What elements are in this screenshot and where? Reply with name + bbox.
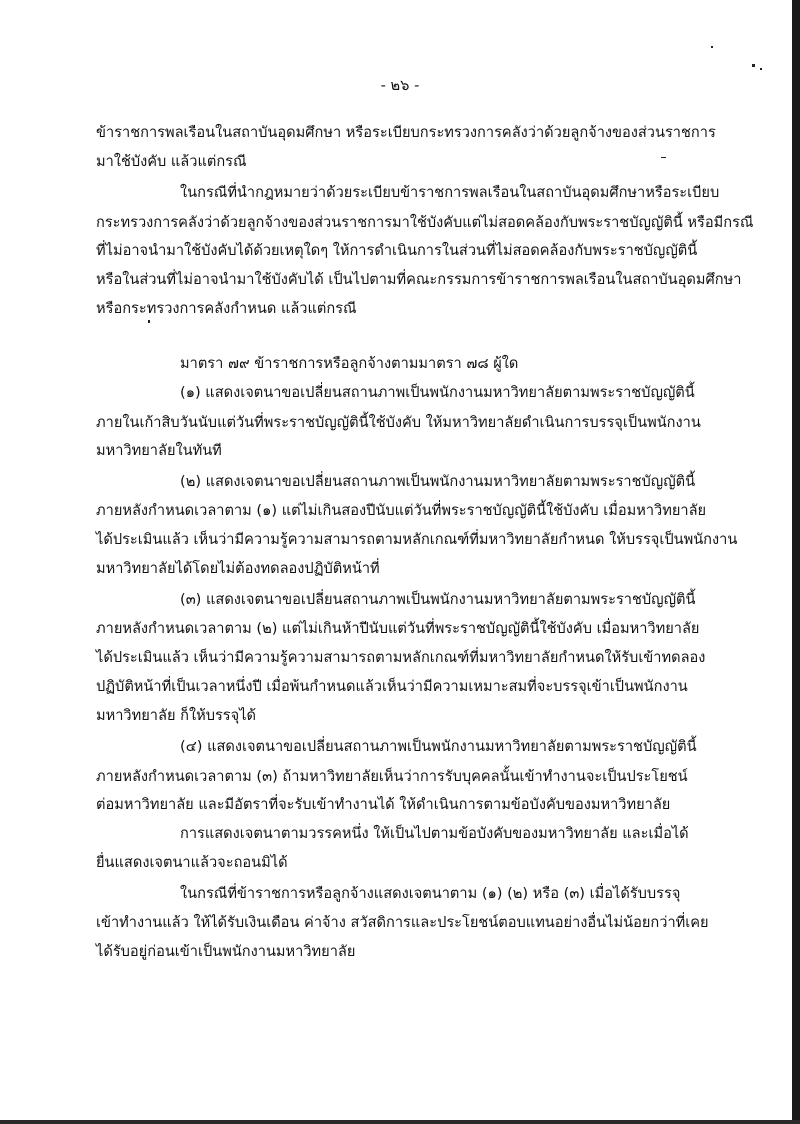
text-line: เข้าทำงานแล้ว ให้ได้รับเงินเดือน ค่าจ้าง สวัสดิการและประโยชน์ตอบแทนอย่างอื่นไม่น้อยกว่าที่เคย — [96, 914, 709, 931]
scan-edge-right — [792, 0, 800, 1124]
scan-speck — [661, 157, 666, 158]
scan-speck — [148, 320, 150, 323]
scan-speck — [760, 68, 762, 70]
text-line: ในกรณีที่ข้าราชการหรือลูกจ้างแสดงเจตนาตาม (๑) (๒) หรือ (๓) เมื่อได้รับบรรจุ — [180, 885, 681, 902]
text-line: ต่อมหาวิทยาลัย และมีอัตราที่จะรับเข้าทำงานได้ ให้ดำเนินการตามข้อบังคับของมหาวิทยาลัย — [96, 796, 671, 813]
text-line: ปฏิบัติหน้าที่เป็นเวลาหนึ่งปี เมื่อพ้นกำหนดแล้วเห็นว่ามีความเหมาะสมที่จะบรรจุเข้าเป็นพนักงาน — [96, 678, 688, 695]
text-line: (๑) แสดงเจตนาขอเปลี่ยนสถานภาพเป็นพนักงานมหาวิทยาลัยตามพระราชบัญญัตินี้ — [180, 384, 695, 401]
text-line: ในกรณีที่นำกฎหมายว่าด้วยระเบียบข้าราชการพลเรือนในสถาบันอุดมศึกษาหรือระเบียบ — [180, 184, 720, 201]
page-number: - ๒๖ - — [380, 77, 420, 94]
scan-speck — [752, 64, 755, 67]
text-line: ที่ไม่อาจนำมาใช้บังคับได้ด้วยเหตุใดๆ ให้การดำเนินการในส่วนที่ไม่สอดคล้องกับพระราชบัญญัตินี้ — [96, 242, 698, 259]
text-line: ได้ประเมินแล้ว เห็นว่ามีความรู้ความสามารถตามหลักเกณฑ์ที่มหาวิทยาลัยกำหนดให้รับเข้าทดลอง — [96, 649, 706, 666]
text-line: หรือกระทรวงการคลังกำหนด แล้วแต่กรณี — [96, 300, 357, 317]
text-line: ภายในเก้าสิบวันนับแต่วันที่พระราชบัญญัตินี้ใช้บังคับ ให้มหาวิทยาลัยดำเนินการบรรจุเป็นพนักงาน — [96, 414, 701, 431]
text-line: ยื่นแสดงเจตนาแล้วจะถอนมิได้ — [96, 854, 288, 871]
text-line: กระทรวงการคลังว่าด้วยลูกจ้างของส่วนราชการมาใช้บังคับแต่ไม่สอดคล้องกับพระราชบัญญัตินี้ หรือมีกรณี — [96, 214, 754, 231]
text-line: หรือในส่วนที่ไม่อาจนำมาใช้บังคับได้ เป็นไปตามที่คณะกรรมการข้าราชการพลเรือนในสถาบันอุดมศึกษา — [96, 271, 742, 288]
text-line: (๔) แสดงเจตนาขอเปลี่ยนสถานภาพเป็นพนักงานมหาวิทยาลัยตามพระราชบัญญัตินี้ — [180, 738, 697, 755]
scan-edge-bottom — [0, 1120, 800, 1124]
text-line: การแสดงเจตนาตามวรรคหนึ่ง ให้เป็นไปตามข้อบังคับของมหาวิทยาลัย และเมื่อได้ — [180, 825, 689, 842]
text-line: ข้าราชการพลเรือนในสถาบันอุดมศึกษา หรือระเบียบกระทรวงการคลังว่าด้วยลูกจ้างของส่วนราชการ — [96, 124, 716, 141]
text-line: ได้ประเมินแล้ว เห็นว่ามีความรู้ความสามารถตามหลักเกณฑ์ที่มหาวิทยาลัยกำหนด ให้บรรจุเป็นพนักงาน — [96, 531, 738, 548]
text-line: มาใช้บังคับ แล้วแต่กรณี — [96, 153, 247, 170]
text-line: ได้รับอยู่ก่อนเข้าเป็นพนักงานมหาวิทยาลัย — [96, 943, 356, 960]
text-line: (๓) แสดงเจตนาขอเปลี่ยนสถานภาพเป็นพนักงานมหาวิทยาลัยตามพระราชบัญญัตินี้ — [180, 591, 696, 608]
scan-speck — [711, 46, 713, 48]
text-line: ภายหลังกำหนดเวลาตาม (๑) แต่ไม่เกินสองปีนับแต่วันที่พระราชบัญญัตินี้ใช้บังคับ เมื่อมหาวิทยาลัย — [96, 502, 707, 519]
text-line: ภายหลังกำหนดเวลาตาม (๓) ถ้ามหาวิทยาลัยเห็นว่าการรับบุคคลนั้นเข้าทำงานจะเป็นประโยชน์ — [96, 768, 688, 785]
text-line: มหาวิทยาลัยในทันที — [96, 442, 222, 459]
text-line: (๒) แสดงเจตนาขอเปลี่ยนสถานภาพเป็นพนักงานมหาวิทยาลัยตามพระราชบัญญัตินี้ — [180, 473, 696, 490]
text-line: ภายหลังกำหนดเวลาตาม (๒) แต่ไม่เกินห้าปีนับแต่วันที่พระราชบัญญัตินี้ใช้บังคับ เมื่อมหาวิทยาลัย — [96, 620, 700, 637]
text-line: มหาวิทยาลัยได้โดยไม่ต้องทดลองปฏิบัติหน้าที่ — [96, 560, 380, 577]
section-heading: มาตรา ๗๙ ข้าราชการหรือลูกจ้างตามมาตรา ๗๘ ผู้ใด — [180, 355, 519, 372]
text-line: มหาวิทยาลัย ก็ให้บรรจุได้ — [96, 707, 257, 724]
